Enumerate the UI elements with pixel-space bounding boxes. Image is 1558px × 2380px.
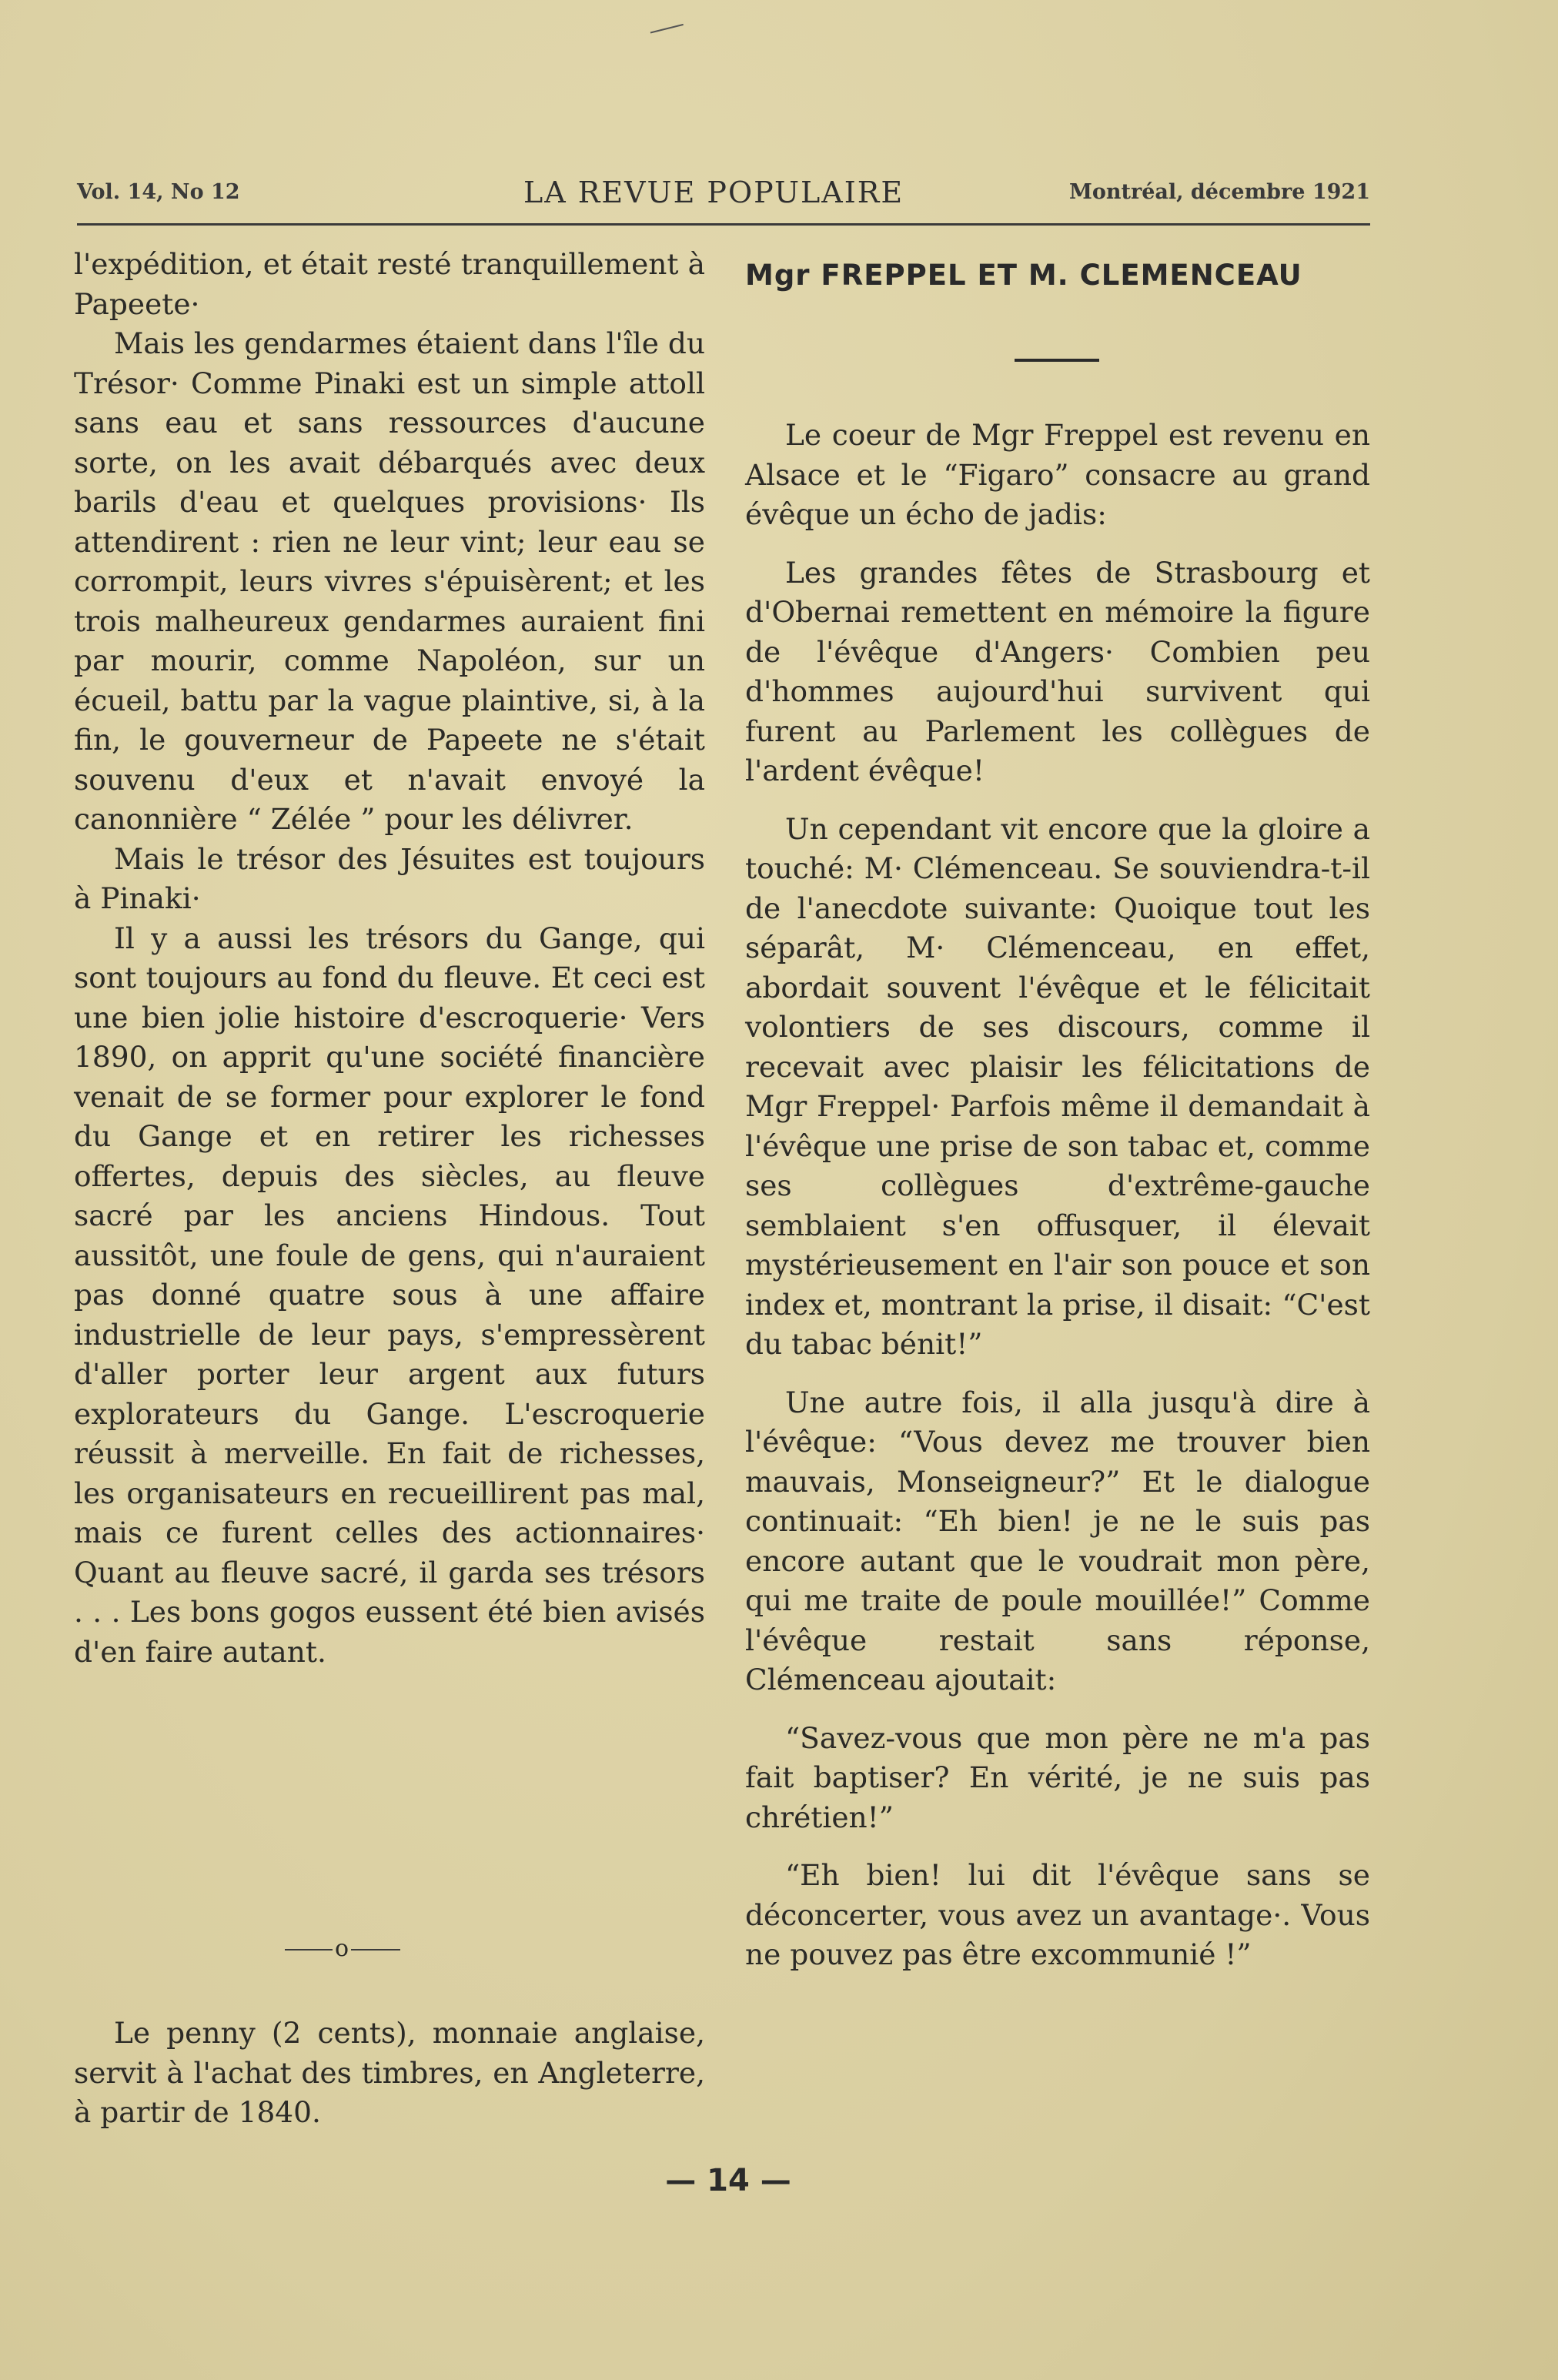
place-date: Montréal, décembre 1921 bbox=[1068, 180, 1370, 204]
right-paragraph: “Eh bien! lui dit l'évêque sans se déconcerter, vous avez un avantage·. Vous ne pouvez pas être excommunié !” bbox=[745, 1858, 1370, 1971]
footnote bbox=[74, 2014, 705, 2133]
right-paragraph: Les grandes fêtes de Strasbourg et d'Obernai remettent en mémoire la figure de l'évêque d'Angers· Combien peu d'hommes aujourd'hui survivent qui furent au Parlement les collègues de l'ardent évêque! bbox=[745, 555, 1370, 787]
paper-mark bbox=[650, 24, 687, 44]
page-header bbox=[77, 175, 1370, 222]
left-paragraph: Il y a aussi les trésors du Gange, qui sont toujours au fond du fleuve. Et ceci est une bien jolie histoire d'escroquerie· Vers 1890, on apprit qu'une société financière venait de se former pour explorer le fond du Gange et en retirer les richesses offertes, depuis des siècles, au fleuve sacré par les anciens Hindous. Tout aussitôt, une foule de gens, qui n'auraient pas donné quatre sous à une affaire industrielle de leur pays, s'empressèrent d'aller porter leur argent aux futurs explorateurs du Gange. L'escroquerie réussit à merveille. En fait de richesses, les organisateurs en recueillirent pas mal, mais ce furent celles des actionnaires· Quant au fleuve sacré, il garda ses trésors . . . Les bons gogos eussent été bien avisés d'en faire autant. bbox=[74, 921, 705, 1669]
left-paragraph: Mais les gendarmes étaient dans l'île du Trésor· Comme Pinaki est un simple attoll sans eau et sans ressources d'aucune sorte, on les avait débarqués avec deux barils d'eau et quelques provisions· Ils attendirent : rien ne leur vint; leur eau se corrompit, leurs vivres s'épuisèrent; et les trois malheureux gendarmes auraient fini par mourir, comme Napoléon, sur un écueil, battu par la vague plaintive, si, à la fin, le gouverneur de Papeete ne s'était souvenu d'eux et n'avait envoyé la canonnière “ Zélée ” pour les délivrer. bbox=[74, 326, 705, 836]
header-rule bbox=[77, 223, 1370, 226]
left-column bbox=[74, 245, 705, 1672]
publication-title: LA REVUE POPULAIRE bbox=[523, 175, 904, 209]
right-paragraph: Une autre fois, il alla jusqu'à dire à l'évêque: “Vous devez me trouver bien mauvais, Monseigneur?” Et le dialogue continuait: “Eh bien! je ne le suis pas encore autant que le voudrait mon père, qui me traite de poule mouillée!” Comme l'évêque restait sans réponse, Clémenceau ajoutait: bbox=[745, 1385, 1370, 1696]
left-paragraph: l'expédition, et était resté tranquillement à Papeete· bbox=[74, 247, 705, 321]
separator-line bbox=[285, 1949, 333, 1950]
right-column bbox=[745, 416, 1370, 1975]
footnote-text: Le penny (2 cents), monnaie anglaise, servit à l'achat des timbres, en Angleterre, à partir de 1840. bbox=[74, 2016, 705, 2129]
separator-line bbox=[351, 1949, 400, 1950]
right-paragraph: “Savez-vous que mon père ne m'a pas fait baptiser? En vérité, je ne suis pas chrétien!” bbox=[745, 1720, 1370, 1834]
separator-mark: o bbox=[334, 1935, 349, 1962]
right-paragraph: Le coeur de Mgr Freppel est revenu en Alsace et le “Figaro” consacre au grand évêque un écho de jadis: bbox=[745, 418, 1370, 531]
title-divider bbox=[1015, 359, 1099, 362]
page-number: — 14 — bbox=[665, 2163, 791, 2198]
right-paragraph: Un cependant vit encore que la gloire a touché: M· Clémenceau. Se souviendra-t-il de l'anecdote suivante: Quoique tout les séparât, M· Clémenceau, en effet, abordait souvent l'évêque et le félicitait volontiers de ses discours, comme il recevait avec plaisir les félicitations de Mgr Freppel· Parfois même il demandait à l'évêque une prise de son tabac et, comme ses collègues d'extrême-gauche semblaient s'en offusquer, il élevait mystérieusement en l'air son pouce et son index et, montrant la prise, il disait: “C'est du tabac bénit!” bbox=[745, 811, 1370, 1361]
left-paragraph: Mais le trésor des Jésuites est toujours à Pinaki· bbox=[74, 841, 705, 915]
article-title: Mgr FREPPEL ET M. CLEMENCEAU bbox=[745, 259, 1302, 292]
section-separator bbox=[285, 1934, 400, 1964]
volume-number: Vol. 14, No 12 bbox=[77, 180, 240, 204]
